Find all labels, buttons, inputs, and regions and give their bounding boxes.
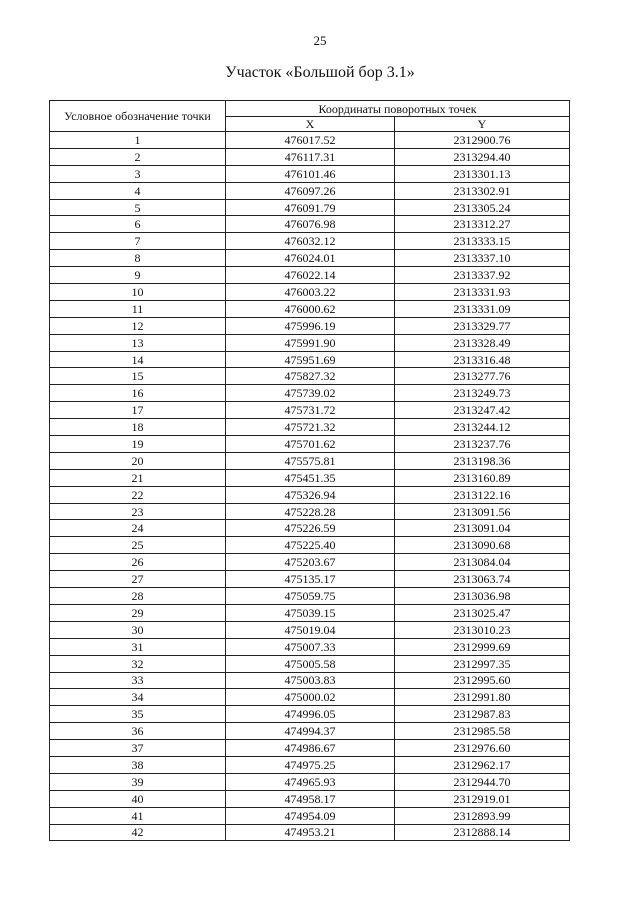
point-number-cell: 9 — [50, 267, 226, 284]
y-coordinate-cell: 2312893.99 — [395, 807, 570, 824]
x-coordinate-cell: 475739.02 — [226, 385, 395, 402]
x-coordinate-cell: 475005.58 — [226, 655, 395, 672]
point-number-cell: 5 — [50, 199, 226, 216]
x-coordinate-cell: 475996.19 — [226, 317, 395, 334]
document-title: Участок «Большой бор 3.1» — [225, 64, 415, 81]
table-row — [50, 756, 570, 773]
x-coordinate-cell: 476032.12 — [226, 233, 395, 250]
y-coordinate-cell: 2313247.42 — [395, 402, 570, 419]
x-coordinate-cell: 474986.67 — [226, 740, 395, 757]
point-number-cell: 12 — [50, 317, 226, 334]
table-row — [50, 267, 570, 284]
y-coordinate-cell: 2312962.17 — [395, 756, 570, 773]
y-coordinate-cell: 2313091.04 — [395, 520, 570, 537]
table-row — [50, 520, 570, 537]
y-coordinate-cell: 2312987.83 — [395, 706, 570, 723]
table-row — [50, 199, 570, 216]
y-coordinate-cell: 2313160.89 — [395, 469, 570, 486]
table-row — [50, 469, 570, 486]
y-coordinate-cell: 2313331.93 — [395, 284, 570, 301]
table-row — [50, 300, 570, 317]
y-coordinate-cell: 2313328.49 — [395, 334, 570, 351]
table-row — [50, 537, 570, 554]
table-row — [50, 554, 570, 571]
y-coordinate-cell: 2313277.76 — [395, 368, 570, 385]
table-row — [50, 503, 570, 520]
y-coordinate-cell: 2312985.58 — [395, 723, 570, 740]
point-number-cell: 30 — [50, 621, 226, 638]
table-row — [50, 807, 570, 824]
point-number-cell: 11 — [50, 300, 226, 317]
point-number-cell: 29 — [50, 604, 226, 621]
point-number-cell: 13 — [50, 334, 226, 351]
table-row — [50, 148, 570, 165]
point-number-cell: 4 — [50, 182, 226, 199]
table-row — [50, 773, 570, 790]
table-body — [50, 132, 570, 841]
point-number-cell: 27 — [50, 571, 226, 588]
point-number-cell: 32 — [50, 655, 226, 672]
x-coordinate-cell: 474996.05 — [226, 706, 395, 723]
x-coordinate-cell: 474965.93 — [226, 773, 395, 790]
y-coordinate-cell: 2313329.77 — [395, 317, 570, 334]
y-coordinate-cell: 2313312.27 — [395, 216, 570, 233]
x-coordinate-cell: 475019.04 — [226, 621, 395, 638]
x-coordinate-cell: 475731.72 — [226, 402, 395, 419]
x-coordinate-cell: 475827.32 — [226, 368, 395, 385]
table-row — [50, 368, 570, 385]
table-row — [50, 216, 570, 233]
y-coordinate-cell: 2313036.98 — [395, 588, 570, 605]
table-row — [50, 655, 570, 672]
y-coordinate-cell: 2313090.68 — [395, 537, 570, 554]
table-row — [50, 351, 570, 368]
x-coordinate-cell: 476003.22 — [226, 284, 395, 301]
y-coordinate-cell: 2312888.14 — [395, 824, 570, 841]
header-point-label: Условное обозначение точки — [50, 101, 226, 132]
y-coordinate-cell: 2312995.60 — [395, 672, 570, 689]
y-coordinate-cell: 2312997.35 — [395, 655, 570, 672]
point-number-cell: 2 — [50, 148, 226, 165]
x-coordinate-cell: 475000.02 — [226, 689, 395, 706]
table-row — [50, 317, 570, 334]
point-number-cell: 31 — [50, 638, 226, 655]
y-coordinate-cell: 2313316.48 — [395, 351, 570, 368]
y-coordinate-cell: 2313337.10 — [395, 250, 570, 267]
point-number-cell: 18 — [50, 419, 226, 436]
point-number-cell: 10 — [50, 284, 226, 301]
point-number-cell: 26 — [50, 554, 226, 571]
x-coordinate-cell: 475228.28 — [226, 503, 395, 520]
header-y: Y — [395, 117, 570, 132]
y-coordinate-cell: 2313025.47 — [395, 604, 570, 621]
table-row — [50, 284, 570, 301]
x-coordinate-cell: 476101.46 — [226, 165, 395, 182]
table-row — [50, 334, 570, 351]
x-coordinate-cell: 474958.17 — [226, 790, 395, 807]
y-coordinate-cell: 2312944.70 — [395, 773, 570, 790]
x-coordinate-cell: 476091.79 — [226, 199, 395, 216]
y-coordinate-cell: 2313337.92 — [395, 267, 570, 284]
x-coordinate-cell: 476000.62 — [226, 300, 395, 317]
table-row — [50, 182, 570, 199]
point-number-cell: 14 — [50, 351, 226, 368]
x-coordinate-cell: 475721.32 — [226, 419, 395, 436]
point-number-cell: 7 — [50, 233, 226, 250]
point-number-cell: 19 — [50, 436, 226, 453]
point-number-cell: 38 — [50, 756, 226, 773]
header-x: X — [226, 117, 395, 132]
y-coordinate-cell: 2312991.80 — [395, 689, 570, 706]
point-number-cell: 3 — [50, 165, 226, 182]
y-coordinate-cell: 2312900.76 — [395, 132, 570, 149]
x-coordinate-cell: 475203.67 — [226, 554, 395, 571]
table-row — [50, 638, 570, 655]
table-row — [50, 165, 570, 182]
point-number-cell: 39 — [50, 773, 226, 790]
point-number-cell: 1 — [50, 132, 226, 149]
point-number-cell: 28 — [50, 588, 226, 605]
table-row — [50, 824, 570, 841]
x-coordinate-cell: 474975.25 — [226, 756, 395, 773]
y-coordinate-cell: 2313198.36 — [395, 452, 570, 469]
table-row — [50, 486, 570, 503]
point-number-cell: 35 — [50, 706, 226, 723]
y-coordinate-cell: 2313301.13 — [395, 165, 570, 182]
y-coordinate-cell: 2313084.04 — [395, 554, 570, 571]
table-row — [50, 588, 570, 605]
x-coordinate-cell: 475951.69 — [226, 351, 395, 368]
y-coordinate-cell: 2313091.56 — [395, 503, 570, 520]
x-coordinate-cell: 475039.15 — [226, 604, 395, 621]
table-row — [50, 402, 570, 419]
point-number-cell: 25 — [50, 537, 226, 554]
table-row — [50, 621, 570, 638]
x-coordinate-cell: 475225.40 — [226, 537, 395, 554]
x-coordinate-cell: 475991.90 — [226, 334, 395, 351]
table-row — [50, 571, 570, 588]
y-coordinate-cell: 2313331.09 — [395, 300, 570, 317]
point-number-cell: 15 — [50, 368, 226, 385]
point-number-cell: 36 — [50, 723, 226, 740]
x-coordinate-cell: 475007.33 — [226, 638, 395, 655]
page-number: 25 — [313, 33, 327, 48]
point-number-cell: 37 — [50, 740, 226, 757]
table-row — [50, 132, 570, 149]
table-row — [50, 706, 570, 723]
x-coordinate-cell: 475326.94 — [226, 486, 395, 503]
table-row — [50, 740, 570, 757]
y-coordinate-cell: 2313237.76 — [395, 436, 570, 453]
table-row — [50, 723, 570, 740]
table-row — [50, 250, 570, 267]
table-row — [50, 419, 570, 436]
x-coordinate-cell: 475003.83 — [226, 672, 395, 689]
y-coordinate-cell: 2313244.12 — [395, 419, 570, 436]
point-number-cell: 21 — [50, 469, 226, 486]
table-row — [50, 790, 570, 807]
point-number-cell: 42 — [50, 824, 226, 841]
x-coordinate-cell: 475575.81 — [226, 452, 395, 469]
x-coordinate-cell: 476076.98 — [226, 216, 395, 233]
x-coordinate-cell: 474953.21 — [226, 824, 395, 841]
x-coordinate-cell: 476117.31 — [226, 148, 395, 165]
x-coordinate-cell: 475135.17 — [226, 571, 395, 588]
x-coordinate-cell: 476017.52 — [226, 132, 395, 149]
point-number-cell: 20 — [50, 452, 226, 469]
x-coordinate-cell: 476022.14 — [226, 267, 395, 284]
table-row — [50, 689, 570, 706]
point-number-cell: 34 — [50, 689, 226, 706]
y-coordinate-cell: 2312919.01 — [395, 790, 570, 807]
y-coordinate-cell: 2313302.91 — [395, 182, 570, 199]
table-row — [50, 672, 570, 689]
x-coordinate-cell: 475451.35 — [226, 469, 395, 486]
y-coordinate-cell: 2313333.15 — [395, 233, 570, 250]
x-coordinate-cell: 476097.26 — [226, 182, 395, 199]
table-row — [50, 436, 570, 453]
y-coordinate-cell: 2312999.69 — [395, 638, 570, 655]
table-row — [50, 233, 570, 250]
table-row — [50, 604, 570, 621]
x-coordinate-cell: 475059.75 — [226, 588, 395, 605]
x-coordinate-cell: 475701.62 — [226, 436, 395, 453]
point-number-cell: 16 — [50, 385, 226, 402]
point-number-cell: 41 — [50, 807, 226, 824]
table-row — [50, 452, 570, 469]
y-coordinate-cell: 2313010.23 — [395, 621, 570, 638]
point-number-cell: 22 — [50, 486, 226, 503]
y-coordinate-cell: 2313122.16 — [395, 486, 570, 503]
y-coordinate-cell: 2313294.40 — [395, 148, 570, 165]
point-number-cell: 6 — [50, 216, 226, 233]
y-coordinate-cell: 2313249.73 — [395, 385, 570, 402]
point-number-cell: 24 — [50, 520, 226, 537]
x-coordinate-cell: 475226.59 — [226, 520, 395, 537]
table-row — [50, 385, 570, 402]
y-coordinate-cell: 2312976.60 — [395, 740, 570, 757]
y-coordinate-cell: 2313305.24 — [395, 199, 570, 216]
x-coordinate-cell: 474994.37 — [226, 723, 395, 740]
header-coordinates: Координаты поворотных точек — [226, 101, 570, 117]
x-coordinate-cell: 476024.01 — [226, 250, 395, 267]
point-number-cell: 40 — [50, 790, 226, 807]
y-coordinate-cell: 2313063.74 — [395, 571, 570, 588]
point-number-cell: 17 — [50, 402, 226, 419]
coordinates-table — [49, 100, 570, 841]
point-number-cell: 23 — [50, 503, 226, 520]
x-coordinate-cell: 474954.09 — [226, 807, 395, 824]
point-number-cell: 8 — [50, 250, 226, 267]
point-number-cell: 33 — [50, 672, 226, 689]
